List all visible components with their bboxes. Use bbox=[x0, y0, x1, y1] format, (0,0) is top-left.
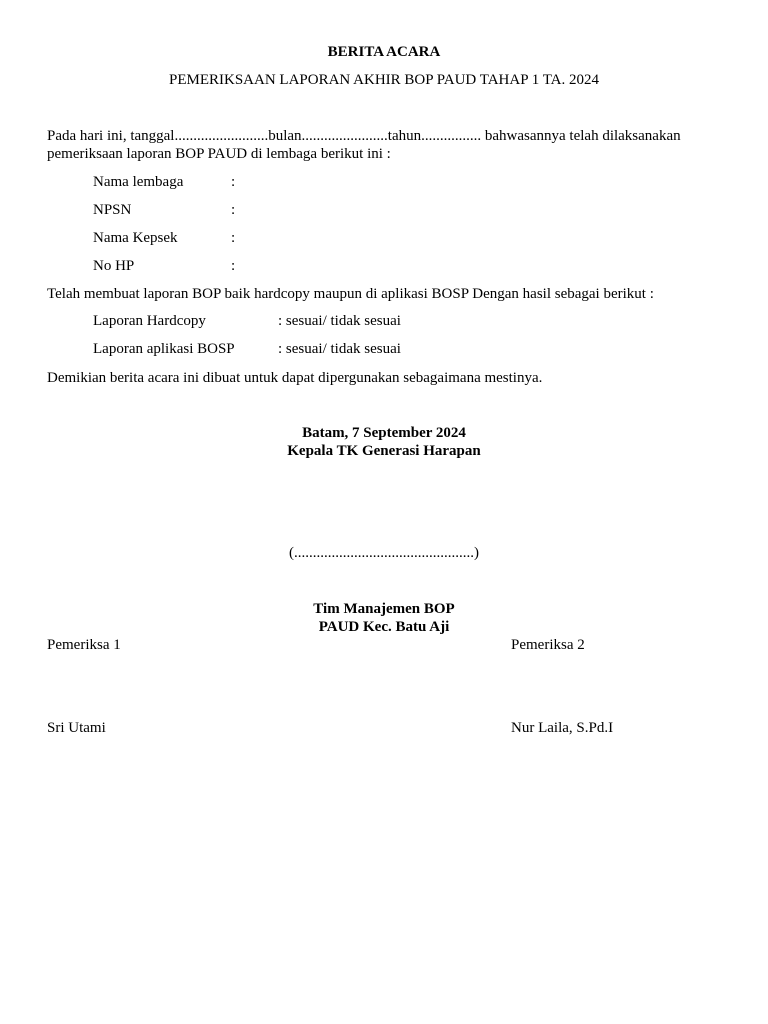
result-value-aplikasi-bosp: : sesuai/ tidak sesuai bbox=[278, 341, 401, 357]
result-label-hardcopy: Laporan Hardcopy bbox=[93, 313, 206, 329]
field-label-no-hp: No HP bbox=[93, 258, 135, 274]
field-label-npsn: NPSN bbox=[93, 202, 132, 218]
signature-name-blank: (................................................) bbox=[289, 545, 479, 561]
signature-place-date: Batam, 7 September 2024 bbox=[302, 425, 466, 441]
field-separator: : bbox=[231, 258, 236, 274]
result-label-aplikasi-bosp: Laporan aplikasi BOSP bbox=[93, 341, 235, 357]
examiner-2-name: Nur Laila, S.Pd.I bbox=[511, 720, 614, 736]
team-subtitle: PAUD Kec. Batu Aji bbox=[318, 619, 450, 635]
intro-paragraph: Pada hari ini, tanggal.........................bulan.......................tahun................ bahwasannya telah dilaksanakan pemeriksaan laporan BOP PAUD di lembaga berikut ini : bbox=[47, 128, 681, 162]
result-value-hardcopy: : sesuai/ tidak sesuai bbox=[278, 313, 401, 329]
field-label-nama-kepsek: Nama Kepsek bbox=[93, 230, 178, 246]
closing-paragraph: Demikian berita acara ini dibuat untuk dapat dipergunakan sebagaimana mestinya. bbox=[47, 370, 543, 386]
examiner-1-label: Pemeriksa 1 bbox=[47, 637, 121, 653]
document-subtitle: PEMERIKSAAN LAPORAN AKHIR BOP PAUD TAHAP 1 TA. 2024 bbox=[168, 72, 600, 88]
statement-paragraph: Telah membuat laporan BOP baik hardcopy maupun di aplikasi BOSP Dengan hasil sebagai berikut : bbox=[47, 286, 654, 302]
team-title: Tim Manajemen BOP bbox=[313, 601, 455, 617]
document-title: BERITA ACARA bbox=[327, 44, 441, 60]
examiner-1-name: Sri Utami bbox=[47, 720, 106, 736]
field-label-nama-lembaga: Nama lembaga bbox=[93, 174, 184, 190]
field-separator: : bbox=[231, 230, 236, 246]
signature-role: Kepala TK Generasi Harapan bbox=[287, 443, 481, 459]
examiner-2-label: Pemeriksa 2 bbox=[511, 637, 585, 653]
field-separator: : bbox=[231, 174, 236, 190]
field-separator: : bbox=[231, 202, 236, 218]
